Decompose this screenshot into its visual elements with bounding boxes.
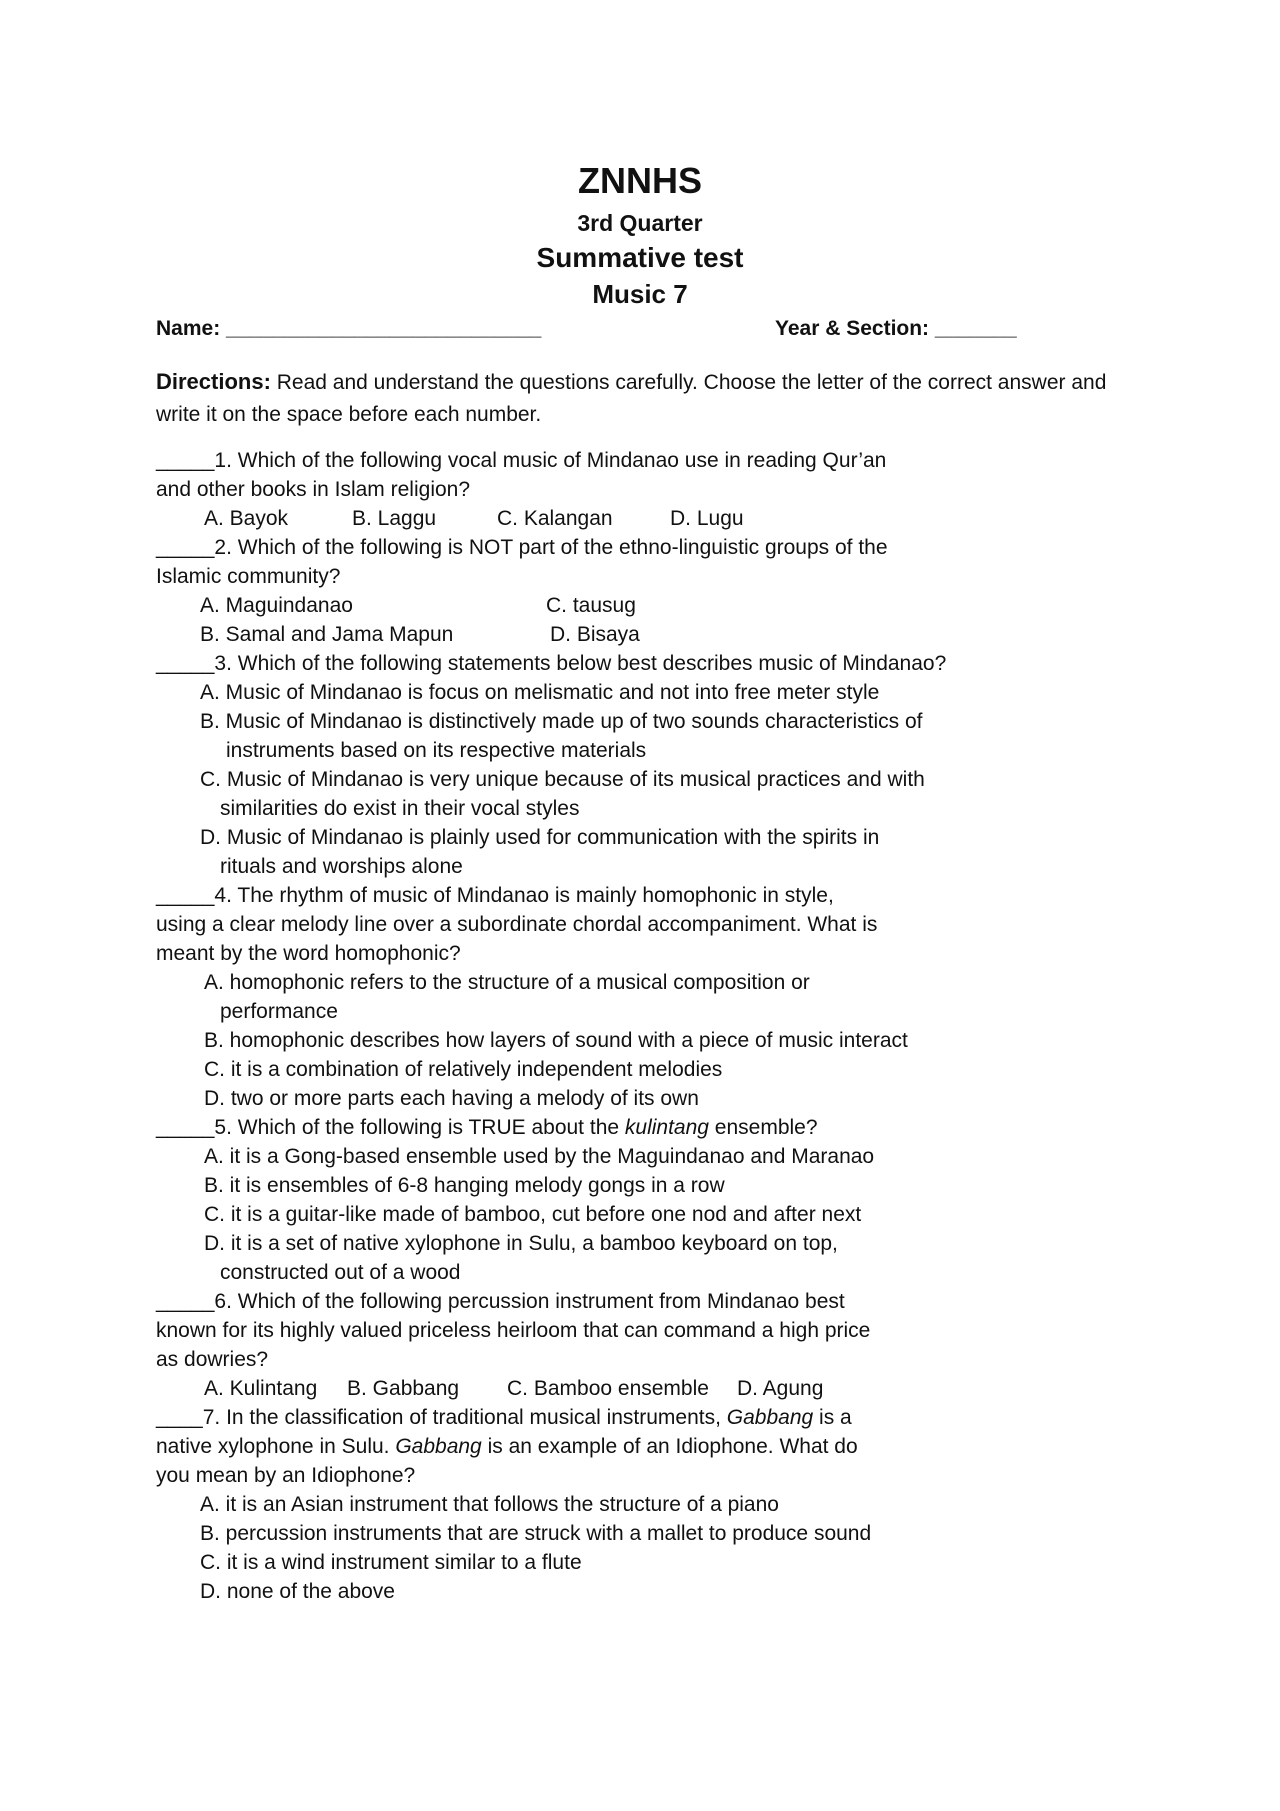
option: D. Music of Mindanao is plainly used for communication with the spirits in xyxy=(200,826,880,849)
question-text-part: native xylophone in Sulu. xyxy=(156,1435,396,1458)
question-text-part: _____5. Which of the following is TRUE about the xyxy=(156,1116,625,1139)
question-text: you mean by an Idiophone? xyxy=(156,1464,416,1487)
question-1 xyxy=(156,446,1136,533)
option: C. it is a wind instrument similar to a flute xyxy=(200,1551,582,1574)
question-text: _____2. Which of the following is NOT part of the ethno-linguistic groups of the xyxy=(156,536,888,559)
question-text: _____3. Which of the following statements below best describes music of Mindanao? xyxy=(156,652,947,675)
option: D. Agung xyxy=(737,1377,824,1400)
option: B. percussion instruments that are struck with a mallet to produce sound xyxy=(200,1522,872,1545)
question-5 xyxy=(156,1113,1136,1287)
option: B. homophonic describes how layers of sound with a piece of music interact xyxy=(204,1029,908,1052)
option: B. it is ensembles of 6-8 hanging melody gongs in a row xyxy=(204,1174,725,1197)
directions xyxy=(156,366,1126,431)
option: A. Music of Mindanao is focus on melismatic and not into free meter style xyxy=(200,681,880,704)
question-text-part: ensemble? xyxy=(708,1116,818,1139)
question-text: meant by the word homophonic? xyxy=(156,942,461,965)
option: D. it is a set of native xylophone in Sulu, a bamboo keyboard on top, xyxy=(204,1232,838,1255)
option-continuation: constructed out of a wood xyxy=(220,1261,461,1284)
question-text: Islamic community? xyxy=(156,565,341,588)
directions-text: Read and understand the questions carefully. Choose the letter of the correct answer and write it on the space before each number. xyxy=(156,371,1107,426)
option: C. it is a guitar-like made of bamboo, cut before one nod and after next xyxy=(204,1203,862,1226)
options-row xyxy=(156,504,1136,533)
options-row xyxy=(156,620,1136,649)
quarter-label: 3rd Quarter xyxy=(577,210,703,236)
option: D. Lugu xyxy=(670,507,744,530)
option: C. tausug xyxy=(546,594,636,617)
question-text-part: is a xyxy=(813,1406,852,1429)
option: A. Maguindanao xyxy=(200,594,353,617)
question-text-part: ____7. In the classification of traditional musical instruments, xyxy=(156,1406,727,1429)
instrument-term: Gabbang xyxy=(726,1406,814,1429)
option: A. it is an Asian instrument that follows the structure of a piano xyxy=(200,1493,779,1516)
option: B. Music of Mindanao is distinctively made up of two sounds characteristics of xyxy=(200,710,923,733)
option: A. Bayok xyxy=(204,507,289,530)
directions-label: Directions: xyxy=(156,369,271,394)
year-section-field[interactable]: Year & Section: _______ xyxy=(775,317,1017,340)
question-text: _____1. Which of the following vocal music of Mindanao use in reading Qur’an xyxy=(156,449,887,472)
option: B. Laggu xyxy=(352,507,437,530)
option-continuation: performance xyxy=(220,1000,338,1023)
options-row xyxy=(156,591,1136,620)
question-3 xyxy=(156,649,1136,881)
name-field[interactable]: Name: ___________________________ xyxy=(156,317,542,340)
question-4 xyxy=(156,881,1136,1113)
question-text: _____6. Which of the following percussion instrument from Mindanao best xyxy=(156,1290,845,1313)
instrument-term: kulintang xyxy=(624,1116,709,1139)
question-list xyxy=(156,446,1136,1606)
option: A. it is a Gong-based ensemble used by the Maguindanao and Maranao xyxy=(204,1145,875,1168)
question-text: _____4. The rhythm of music of Mindanao is mainly homophonic in style, xyxy=(156,884,834,907)
option: C. Kalangan xyxy=(497,507,613,530)
options-row xyxy=(156,1374,1136,1403)
option-continuation: similarities do exist in their vocal styles xyxy=(220,797,580,820)
question-text xyxy=(156,1432,1136,1461)
question-text: and other books in Islam religion? xyxy=(156,478,471,501)
question-6 xyxy=(156,1287,1136,1403)
question-text xyxy=(156,1113,1136,1142)
option: D. two or more parts each having a melody of its own xyxy=(204,1087,699,1110)
question-text: known for its highly valued priceless heirloom that can command a high price xyxy=(156,1319,871,1342)
question-7 xyxy=(156,1403,1136,1606)
test-type-title: Summative test xyxy=(536,242,744,273)
option-continuation: rituals and worships alone xyxy=(220,855,463,878)
option: C. Music of Mindanao is very unique because of its musical practices and with xyxy=(200,768,925,791)
option: D. none of the above xyxy=(200,1580,395,1603)
option: B. Samal and Jama Mapun xyxy=(200,623,454,646)
question-text-part: is an example of an Idiophone. What do xyxy=(481,1435,858,1458)
subject-title: Music 7 xyxy=(592,279,688,309)
option: A. Kulintang xyxy=(204,1377,318,1400)
question-text: using a clear melody line over a subordinate chordal accompaniment. What is xyxy=(156,913,878,936)
school-name: ZNNHS xyxy=(578,160,702,201)
instrument-term: Gabbang xyxy=(395,1435,482,1458)
option: C. Bamboo ensemble xyxy=(507,1377,709,1400)
question-2 xyxy=(156,533,1136,649)
option: C. it is a combination of relatively independent melodies xyxy=(204,1058,723,1081)
question-text xyxy=(156,1403,1136,1432)
option: D. Bisaya xyxy=(550,623,640,646)
option: A. homophonic refers to the structure of a musical composition or xyxy=(204,971,810,994)
question-text: as dowries? xyxy=(156,1348,269,1371)
option-continuation: instruments based on its respective materials xyxy=(226,739,647,762)
option: B. Gabbang xyxy=(347,1377,460,1400)
